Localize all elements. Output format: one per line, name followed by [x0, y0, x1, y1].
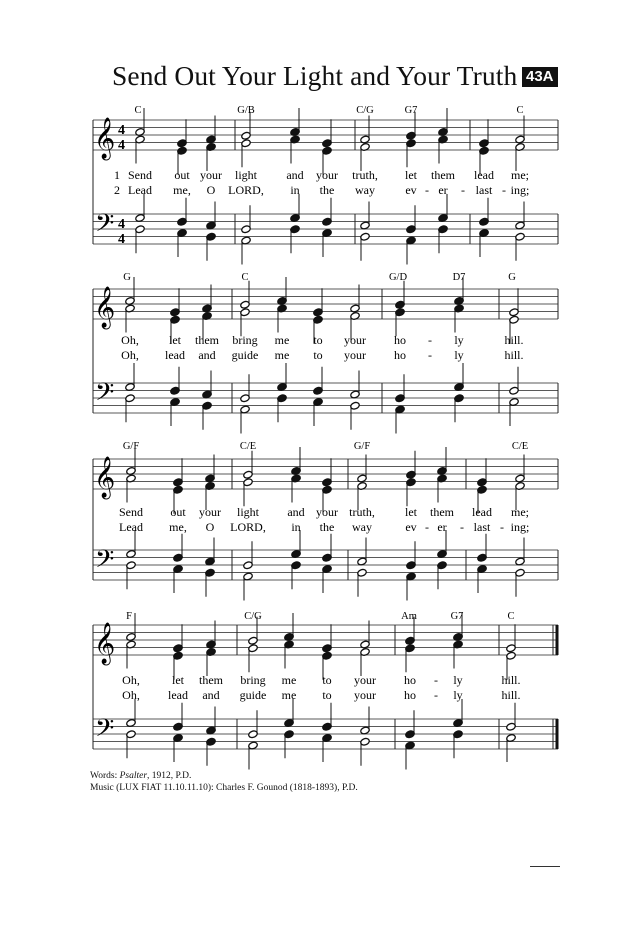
- alto-note: [135, 135, 145, 163]
- chord-symbol: C/E: [511, 441, 529, 452]
- soprano-note: [240, 281, 250, 309]
- bass-note: [284, 730, 294, 758]
- chord-symbol: F: [126, 611, 132, 622]
- tenor-note: [206, 202, 216, 230]
- bass-clef-icon: 𝄢: [95, 378, 115, 413]
- lyric-syllable: your: [354, 688, 376, 702]
- soprano-note: [322, 624, 332, 652]
- tenor-note: [453, 699, 463, 727]
- alto-note: [284, 640, 294, 668]
- lyric-syllable: let: [169, 333, 181, 347]
- bass-note: [515, 568, 525, 596]
- treble-clef-icon: 𝄞: [94, 118, 116, 159]
- chord-symbol: C: [507, 611, 515, 622]
- alto-note: [405, 644, 415, 672]
- lyric-syllable: hill.: [501, 673, 521, 687]
- lyric-syllable: to: [313, 348, 323, 362]
- lyric-syllable: let: [405, 168, 417, 182]
- tenor-note: [515, 538, 525, 566]
- lyric-syllable: ev: [405, 183, 417, 197]
- lyric-syllable: er: [438, 183, 448, 197]
- lyric-syllable: them: [195, 333, 219, 347]
- tenor-note: [173, 534, 183, 562]
- alto-note: [277, 304, 287, 332]
- soprano-note: [438, 108, 448, 136]
- soprano-note: [284, 613, 294, 641]
- tenor-note: [405, 710, 415, 738]
- alto-note: [438, 135, 448, 163]
- chord-symbol: G7: [404, 105, 418, 116]
- tenor-note: [173, 703, 183, 731]
- tenor-note: [240, 374, 250, 402]
- alto-note: [126, 640, 136, 668]
- lyric-syllable: truth,: [349, 505, 375, 519]
- tenor-note: [202, 371, 212, 399]
- tenor-note: [509, 367, 519, 395]
- soprano-note: [509, 288, 519, 316]
- lyric-syllable: ly: [453, 673, 463, 687]
- soprano-note: [277, 277, 287, 305]
- tenor-note: [454, 363, 464, 391]
- time-signature-bottom: 4: [118, 232, 125, 247]
- soprano-note: [395, 281, 405, 309]
- lyric-syllable: ly: [453, 688, 463, 702]
- tenor-note: [126, 530, 136, 558]
- alto-note: [291, 474, 301, 502]
- lyric-syllable: and: [286, 168, 304, 182]
- lyric-syllable: LORD,: [230, 520, 266, 534]
- lyric-syllable: Send: [119, 505, 143, 519]
- verse-number: 2: [114, 183, 120, 197]
- chord-symbol: C/G: [356, 105, 374, 116]
- tenor-note: [277, 363, 287, 391]
- lyric-syllable: ev: [405, 520, 417, 534]
- lyric-syllable: ho: [394, 348, 406, 362]
- bass-staff: [93, 383, 558, 413]
- lyric-syllable: me: [274, 333, 290, 347]
- words-credit: Words: Psalter, 1912, P.D.: [90, 771, 192, 781]
- final-barline-thick: [556, 625, 559, 655]
- alto-note: [515, 143, 525, 171]
- chord-symbol: D7: [452, 272, 466, 283]
- chord-symbol: C: [516, 105, 524, 116]
- lyric-syllable: me,: [173, 183, 191, 197]
- tenor-note: [438, 194, 448, 222]
- bass-note: [206, 737, 216, 765]
- chord-symbol: Am: [401, 611, 417, 622]
- tenor-note: [360, 202, 370, 230]
- chord-symbol: G/F: [122, 441, 140, 452]
- alto-note: [243, 478, 253, 506]
- tenor-note: [477, 534, 487, 562]
- chord-symbol: G7: [450, 611, 464, 622]
- lyric-syllable: the: [319, 183, 335, 197]
- bass-note: [173, 565, 183, 593]
- tenor-note: [170, 367, 180, 395]
- lyric-syllable: truth,: [352, 168, 378, 182]
- tenor-note: [313, 367, 323, 395]
- lyric-syllable: -: [425, 183, 429, 197]
- soprano-note: [322, 119, 332, 147]
- bass-note: [438, 225, 448, 253]
- lyric-syllable: O: [205, 520, 215, 534]
- bass-note: [322, 565, 332, 593]
- bass-note: [173, 734, 183, 762]
- tenor-note: [360, 707, 370, 735]
- lyric-syllable: Oh,: [122, 688, 140, 702]
- lyric-syllable: to: [313, 333, 323, 347]
- bass-note: [177, 229, 187, 257]
- lyric-syllable: in: [290, 183, 300, 197]
- lyric-syllable: way: [355, 183, 375, 197]
- chord-symbol: C: [134, 105, 142, 116]
- bass-note: [515, 232, 525, 260]
- soprano-note: [173, 458, 183, 486]
- tenor-note: [205, 538, 215, 566]
- bass-clef-icon: 𝄢: [95, 545, 115, 580]
- alto-note: [125, 304, 135, 332]
- bass-note: [240, 405, 250, 433]
- alto-note: [406, 478, 416, 506]
- bass-note: [322, 734, 332, 762]
- chord-symbol: C: [241, 272, 249, 283]
- tenor-note: [357, 538, 367, 566]
- tenor-note: [243, 541, 253, 569]
- lyric-syllable: -: [460, 520, 464, 534]
- lyric-syllable: last: [473, 520, 491, 534]
- lyric-syllable: lead: [474, 168, 494, 182]
- tenor-note: [290, 194, 300, 222]
- lyric-syllable: -: [500, 520, 504, 534]
- lyric-syllable: me,: [169, 520, 187, 534]
- lyric-syllable: and: [198, 348, 216, 362]
- verse-number: 1: [114, 168, 120, 182]
- tenor-note: [350, 371, 360, 399]
- bass-note: [479, 229, 489, 257]
- lyric-syllable: the: [319, 520, 335, 534]
- lyric-syllable: ing;: [510, 520, 530, 534]
- alto-note: [290, 135, 300, 163]
- lyric-syllable: in: [291, 520, 301, 534]
- alto-note: [406, 139, 416, 167]
- lyric-syllable: ho: [394, 333, 406, 347]
- tenor-note: [135, 194, 145, 222]
- lyric-syllable: me: [281, 673, 297, 687]
- lyric-syllable: your: [316, 168, 338, 182]
- bass-note: [291, 561, 301, 589]
- soprano-note: [173, 624, 183, 652]
- bass-note: [406, 572, 416, 600]
- lyric-syllable: last: [475, 183, 493, 197]
- lyric-syllable: Lead: [119, 520, 143, 534]
- lyric-syllable: guide: [231, 348, 259, 362]
- lyric-syllable: hill.: [501, 688, 521, 702]
- lyric-syllable: -: [428, 348, 432, 362]
- treble-clef-icon: 𝄞: [94, 287, 116, 328]
- bass-note: [477, 565, 487, 593]
- lyric-syllable: your: [200, 168, 222, 182]
- soprano-note: [477, 458, 487, 486]
- tenor-note: [406, 205, 416, 233]
- alto-note: [126, 474, 136, 502]
- lyric-syllable: and: [287, 505, 305, 519]
- bass-note: [357, 568, 367, 596]
- alto-note: [206, 648, 216, 676]
- bass-note: [125, 394, 135, 422]
- lyric-syllable: Lead: [128, 183, 152, 197]
- lyric-syllable: hill.: [504, 348, 524, 362]
- lyric-syllable: and: [202, 688, 220, 702]
- soprano-note: [437, 447, 447, 475]
- bass-note: [509, 398, 519, 426]
- bass-note: [506, 734, 516, 762]
- soprano-note: [313, 288, 323, 316]
- bass-clef-icon: 𝄢: [95, 714, 115, 749]
- treble-clef-icon: 𝄞: [94, 457, 116, 498]
- tenor-note: [125, 363, 135, 391]
- lyric-syllable: me: [281, 688, 297, 702]
- lyric-syllable: let: [405, 505, 417, 519]
- soprano-note: [406, 112, 416, 140]
- hymn-number-badge: 43A: [522, 67, 558, 87]
- alto-note: [360, 648, 370, 676]
- lyric-syllable: ho: [404, 673, 416, 687]
- lyric-syllable: lead: [472, 505, 492, 519]
- tenor-note: [291, 530, 301, 558]
- bass-note: [126, 561, 136, 589]
- lyric-syllable: way: [352, 520, 372, 534]
- lyric-syllable: -: [434, 688, 438, 702]
- alto-note: [454, 304, 464, 332]
- bass-note: [322, 229, 332, 257]
- bass-note: [243, 572, 253, 600]
- lyric-syllable: Oh,: [121, 348, 139, 362]
- tenor-note: [322, 198, 332, 226]
- chord-symbol: G: [123, 272, 131, 283]
- alto-note: [395, 308, 405, 336]
- tenor-note: [515, 202, 525, 230]
- lyric-syllable: out: [174, 168, 190, 182]
- soprano-note: [290, 108, 300, 136]
- lyric-syllable: your: [344, 348, 366, 362]
- time-signature-top: 4: [118, 123, 125, 138]
- bass-note: [126, 730, 136, 758]
- lyric-syllable: your: [344, 333, 366, 347]
- alto-note: [206, 143, 216, 171]
- soprano-note: [291, 447, 301, 475]
- lyric-syllable: LORD,: [228, 183, 264, 197]
- credits: [90, 770, 358, 794]
- lyric-syllable: ly: [454, 348, 464, 362]
- tenor-note: [437, 530, 447, 558]
- lyric-syllable: light: [236, 505, 260, 519]
- soprano-note: [241, 112, 251, 140]
- lyric-syllable: your: [199, 505, 221, 519]
- tenor-note: [177, 198, 187, 226]
- music-credit: Music (LUX FIAT 11.10.11.10): Charles F. Gounod (1818-1893), P.D.: [90, 783, 358, 793]
- page-number-rule: [530, 866, 560, 867]
- bass-note: [405, 741, 415, 769]
- final-barline-thick: [556, 719, 559, 749]
- alto-note: [241, 139, 251, 167]
- bass-note: [454, 394, 464, 422]
- treble-clef-icon: 𝄞: [94, 623, 116, 664]
- bass-note: [277, 394, 287, 422]
- lyric-syllable: me: [274, 348, 290, 362]
- lyric-syllable: ly: [454, 333, 464, 347]
- bass-note: [395, 405, 405, 433]
- soprano-note: [506, 624, 516, 652]
- lyric-syllable: them: [431, 168, 455, 182]
- tenor-note: [248, 710, 258, 738]
- alto-note: [453, 640, 463, 668]
- bass-note: [360, 232, 370, 260]
- tenor-note: [479, 198, 489, 226]
- bass-note: [206, 232, 216, 260]
- lyric-syllable: O: [206, 183, 216, 197]
- bass-note: [350, 401, 360, 429]
- soprano-note: [322, 458, 332, 486]
- lyric-syllable: Send: [128, 168, 152, 182]
- lyric-syllable: ing;: [510, 183, 530, 197]
- lyric-syllable: bring: [232, 333, 258, 347]
- bass-note: [406, 236, 416, 264]
- lyric-syllable: guide: [239, 688, 267, 702]
- chord-symbol: G: [508, 272, 516, 283]
- alto-note: [248, 644, 258, 672]
- alto-note: [360, 143, 370, 171]
- bass-note: [241, 236, 251, 264]
- tenor-note: [284, 699, 294, 727]
- alto-note: [240, 308, 250, 336]
- chord-symbol: C/E: [239, 441, 257, 452]
- soprano-note: [177, 119, 187, 147]
- tenor-note: [322, 534, 332, 562]
- tenor-note: [322, 703, 332, 731]
- lyric-syllable: -: [434, 673, 438, 687]
- tenor-note: [395, 374, 405, 402]
- lyric-syllable: -: [428, 333, 432, 347]
- soprano-note: [243, 451, 253, 479]
- bass-note: [202, 401, 212, 429]
- lyric-syllable: -: [461, 183, 465, 197]
- bass-note: [437, 561, 447, 589]
- bass-note: [248, 741, 258, 769]
- lyric-syllable: lead: [165, 348, 185, 362]
- lyric-syllable: -: [425, 520, 429, 534]
- soprano-note: [406, 451, 416, 479]
- soprano-note: [170, 288, 180, 316]
- hymn-title: Send Out Your Light and Your Truth: [112, 60, 518, 91]
- lyric-syllable: -: [502, 183, 506, 197]
- treble-staff: [93, 289, 558, 319]
- bass-note: [360, 737, 370, 765]
- chord-symbol: G/B: [237, 105, 255, 116]
- bass-note: [135, 225, 145, 253]
- bass-note: [170, 398, 180, 426]
- bass-note: [290, 225, 300, 253]
- tenor-note: [241, 205, 251, 233]
- time-signature-bottom: 4: [118, 138, 125, 153]
- tenor-note: [126, 699, 136, 727]
- lyric-syllable: them: [199, 673, 223, 687]
- lyric-syllable: er: [437, 520, 447, 534]
- bass-clef-icon: 𝄢: [95, 209, 115, 244]
- chord-symbol: C/G: [244, 611, 262, 622]
- alto-note: [437, 474, 447, 502]
- lyric-syllable: out: [170, 505, 186, 519]
- lyric-syllable: your: [316, 505, 338, 519]
- tenor-note: [506, 703, 516, 731]
- tenor-note: [406, 541, 416, 569]
- time-signature-top: 4: [118, 217, 125, 232]
- lyric-syllable: your: [354, 673, 376, 687]
- lyric-syllable: let: [172, 673, 184, 687]
- lyric-syllable: to: [322, 673, 332, 687]
- bass-note: [453, 730, 463, 758]
- lyric-syllable: lead: [168, 688, 188, 702]
- lyric-syllable: Oh,: [122, 673, 140, 687]
- lyric-syllable: them: [430, 505, 454, 519]
- chord-symbol: G/F: [353, 441, 371, 452]
- lyric-syllable: Oh,: [121, 333, 139, 347]
- lyric-syllable: ho: [404, 688, 416, 702]
- lyric-syllable: bring: [240, 673, 266, 687]
- bass-note: [205, 568, 215, 596]
- lyric-syllable: me;: [511, 168, 529, 182]
- bass-note: [313, 398, 323, 426]
- lyric-syllable: me;: [511, 505, 529, 519]
- lyric-syllable: hill.: [504, 333, 524, 347]
- lyric-syllable: to: [322, 688, 332, 702]
- chord-symbol: G/D: [388, 272, 408, 283]
- soprano-note: [479, 119, 489, 147]
- tenor-note: [206, 707, 216, 735]
- lyric-syllable: light: [234, 168, 258, 182]
